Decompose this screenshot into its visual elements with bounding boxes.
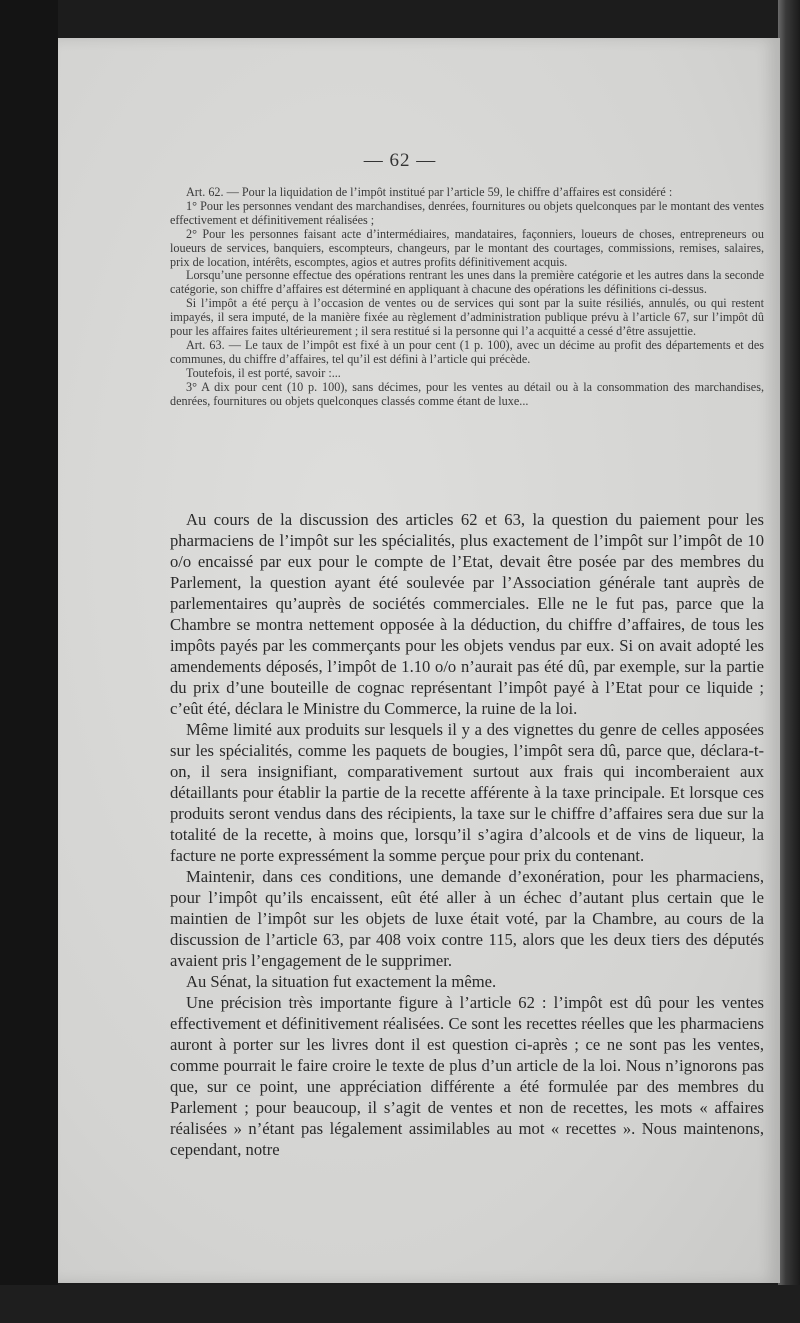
legal-paragraph: 3° A dix pour cent (10 p. 100), sans décimes, pour les ventes au détail ou à la consommation des marchandises, denrées, fournitures ou objets quelconques classés comme étant de luxe... xyxy=(170,379,764,408)
book-edge xyxy=(778,0,800,1323)
legal-paragraph: 2° Pour les personnes faisant acte d’intermédiaires, mandataires, façonniers, loueurs de choses, entrepreneurs ou loueurs de services, banquiers, escompteurs, changeurs, par le montant des courtages, commissions, remises, salaires, prix de location, intérêts, escomptes, agios et autres profits définitivement acquis. xyxy=(170,226,764,269)
legal-paragraph: Art. 62. — Pour la liquidation de l’impôt institué par l’article 59, le chiffre d’affaires est considéré : xyxy=(186,185,673,199)
commentary-paragraph: Une précision très importante figure à l’article 62 : l’impôt est dû pour les ventes effectivement et définitivement réalisées. Ce sont les recettes réelles que les pharmaciens auront à porter sur les livres dont il est question ci-après ; ce ne sont pas les ventes, comme pourrait le faire croire le texte de plus d’un article de la loi. Nous n’ignorons pas que, sur ce point, une appréciation différente a été formulée par des membres du Parlement ; pour beaucoup, il s’agit de ventes et non de recettes, les mots « affaires réalisées » n’étant pas légalement assimilables au mot « recettes ». Nous maintenons, cependant, notre xyxy=(170,993,764,1159)
commentary-paragraph: Même limité aux produits sur lesquels il y a des vignettes du genre de celles apposées sur les spécialités, comme les paquets de bougies, l’impôt sera dû, parce que, déclara-t-on, il sera insignifiant, comparativement surtout aux frais qui incomberaient aux détaillants pour établir la partie de la recette afférente à la taxe principale. Et lorsque ces produits seront vendus dans des récipients, la taxe sur le chiffre d’affaires sera due sur la totalité de la recette, à moins que, lorsqu’il s’agira d’alcools et de vins de liqueur, la facture ne porte expressément la somme perçue pour prix du contenant. xyxy=(170,720,764,865)
commentary-block xyxy=(170,509,764,1160)
commentary-paragraph: Maintenir, dans ces conditions, une demande d’exonération, pour les pharmaciens, pour l’impôt qu’ils encaissent, eût été aller à un échec d’autant plus certain que le maintien de l’impôt sur les objets de luxe était voté, par la Chambre, au cours de la discussion de l’article 63, par 408 voix contre 115, alors que les deux tiers des députés avaient pris l’engagement de le supprimer. xyxy=(170,867,764,970)
legal-paragraph: 1° Pour les personnes vendant des marchandises, denrées, fournitures ou objets quelconques par le montant des ventes effectivement et définitivement réalisées ; xyxy=(170,198,764,227)
legal-paragraph: Toutefois, il est porté, savoir :... xyxy=(186,365,341,380)
legal-text-block xyxy=(170,186,764,409)
commentary-paragraph: Au Sénat, la situation fut exactement la même. xyxy=(186,972,497,991)
legal-paragraph: Lorsqu’une personne effectue des opérations rentrant les unes dans la première catégorie et les autres dans la seconde catégorie, son chiffre d’affaires est déterminé en appliquant à chacune des opérations les définitions ci-dessus. xyxy=(170,268,764,297)
legal-paragraph: Art. 63. — Le taux de l’impôt est fixé à un pour cent (1 p. 100), avec un décime au profit des départements et des communes, du chiffre d’affaires, tel qu’il est défini à l’article qui précède. xyxy=(170,337,764,366)
page-number: — 62 — xyxy=(363,150,437,171)
left-background xyxy=(0,0,58,1323)
commentary-paragraph: Au cours de la discussion des articles 62 et 63, la question du paiement pour les pharmaciens de l’impôt sur les spécialités, plus exactement de l’impôt sur l’impôt de 10 o/o encaissé par eux pour le compte de l’Etat, devait être posée par des membres du Parlement, la question ayant été soulevée par l’Association générale tant auprès de parlementaires qu’auprès de sociétés commerciales. Elle ne le fut pas, parce que la Chambre se montra nettement opposée à la déduction, du chiffre d’affaires, de tous les impôts payés par les commerçants pour les objets vendus par eux. Si on avait adopté les amendements déposés, l’impôt de 1.10 o/o n’aurait pas été dû, par exemple, sur la partie du prix d’une bouteille de cognac représentant l’impôt payé à l’Etat pour ce liquide ; c’eût été, déclara le Ministre du Commerce, la ruine de la loi. xyxy=(170,510,764,718)
bottom-background xyxy=(0,1285,800,1323)
legal-paragraph: Si l’impôt a été perçu à l’occasion de ventes ou de services qui sont par la suite résiliés, annulés, ou qui restent impayés, il sera imputé, de la manière fixée au règlement d’administration publique prévu à l’article 67, sur l’impôt dû pour les affaires faites ultérieurement ; il sera restitué si la personne qui l’a acquitté a cessé d’être assujettie. xyxy=(170,296,764,339)
